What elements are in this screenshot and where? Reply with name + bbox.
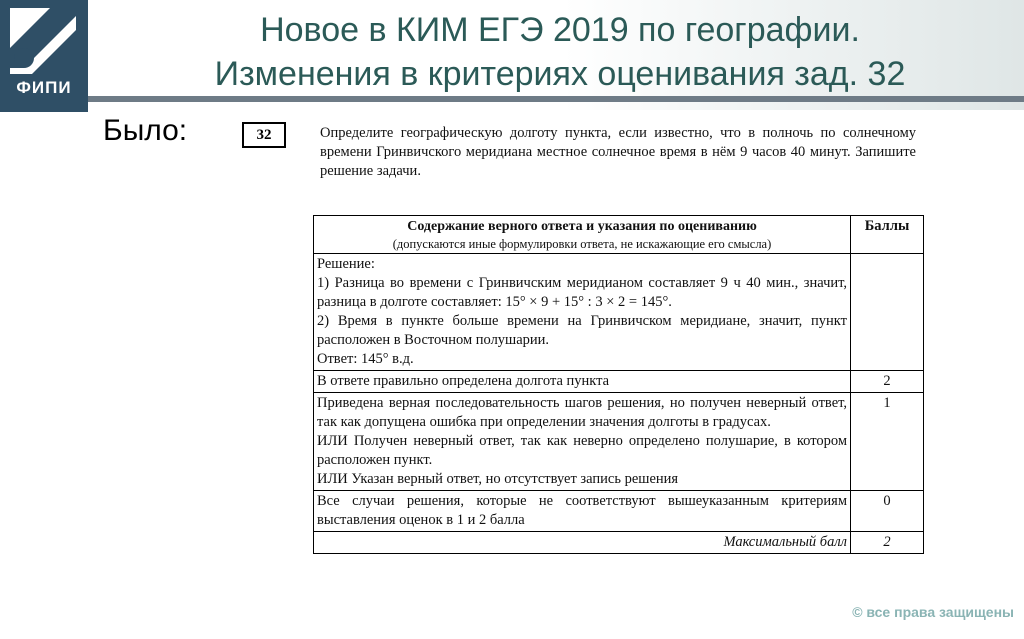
was-label: Было: — [103, 114, 188, 147]
criteria-table — [313, 215, 924, 554]
logo-text: ФИПИ — [16, 78, 72, 97]
criteria-row-1-text — [314, 393, 851, 491]
criteria-header-main — [314, 216, 851, 254]
criteria-row-1-part-1: Приведена верная последовательность шагов решения, но получен неверный ответ, так как допущена ошибка при определении значения долготы в градусах. — [317, 395, 847, 430]
max-score-label: Максимальный балл — [314, 532, 851, 554]
criteria-row-1-part-2: ИЛИ Получен неверный ответ, так как неверно определено полушарие, в котором расположен пункт. — [317, 433, 847, 468]
logo-mark-icon — [10, 8, 76, 74]
criteria-row-0-text: Все случаи решения, которые не соответствуют вышеуказанным критериям выставления оценок в 1 и 2 балла — [314, 491, 851, 532]
criteria-header-row — [314, 216, 924, 254]
solution-row — [314, 254, 924, 371]
solution-step-1: 1) Разница во времени с Гринвичским меридианом составляет 9 ч 40 мин., значит, разница в долготе составляет: 15° × 9 + 15° : 3 × 2 = 145°. — [317, 275, 847, 310]
copyright-footer: © все права защищены — [852, 604, 1014, 620]
max-score-value: 2 — [851, 532, 924, 554]
criteria-row-0-points: 0 — [851, 491, 924, 532]
solution-cell — [314, 254, 851, 371]
criteria-row-1-part-3: ИЛИ Указан верный ответ, но отсутствует запись решения — [317, 471, 679, 487]
criteria-row-0 — [314, 491, 924, 532]
fipi-logo — [0, 0, 88, 112]
solution-points-cell — [851, 254, 924, 371]
task-text: Определите географическую долготу пункта, если известно, что в полночь по солнечному времени Гринвичского меридиана местное солнечное время в нём 9 часов 40 минут. Запишите решение задачи. — [320, 125, 916, 179]
page-title — [110, 8, 1010, 96]
criteria-header-subtitle: (допускаются иные формулировки ответа, не искажающие его смысла) — [392, 237, 772, 251]
criteria-row-2-text: В ответе правильно определена долгота пункта — [314, 371, 851, 393]
criteria-row-2 — [314, 371, 924, 393]
max-score-row — [314, 532, 924, 554]
criteria-header-title: Содержание верного ответа и указания по оцениванию — [407, 219, 757, 234]
criteria-header-points: Баллы — [851, 216, 924, 254]
solution-answer: Ответ: 145° в.д. — [317, 351, 414, 367]
solution-label: Решение: — [317, 256, 375, 272]
header-rule — [86, 96, 1024, 102]
solution-step-2: 2) Время в пункте больше времени на Гринвичском меридиане, значит, пункт расположен в Восточном полушарии. — [317, 313, 847, 348]
criteria-row-1-points: 1 — [851, 393, 924, 491]
task-number: 32 — [242, 122, 286, 148]
title-line-2: Изменения в критериях оценивания зад. 32 — [214, 55, 906, 93]
criteria-row-2-points: 2 — [851, 371, 924, 393]
title-line-1: Новое в КИМ ЕГЭ 2019 по географии. — [260, 11, 860, 49]
criteria-row-1 — [314, 393, 924, 491]
